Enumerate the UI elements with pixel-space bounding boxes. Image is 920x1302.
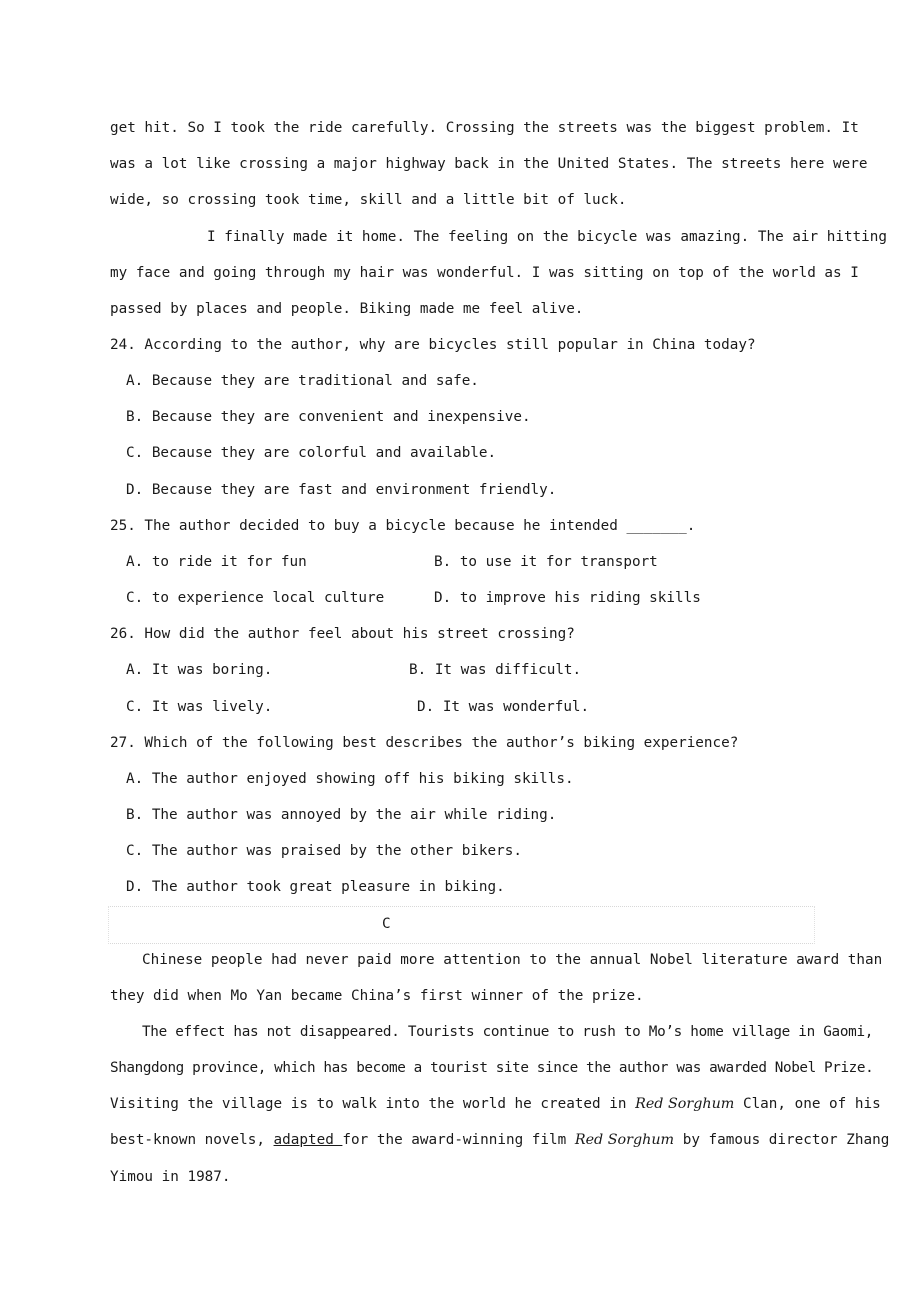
text-segment: Visiting the village is to walk into the world he created in: [110, 1096, 636, 1112]
passage-line: was a lot like crossing a major highway back in the United States. The streets here were: [110, 156, 868, 172]
question-stem-26: 26. How did the author feel about his street crossing?: [110, 626, 575, 642]
option-26-d[interactable]: D. It was wonderful.: [417, 699, 590, 715]
option-27-a[interactable]: A. The author enjoyed showing off his biking skills.: [126, 771, 574, 787]
text-segment: best-known novels,: [110, 1132, 274, 1148]
question-stem-24: 24. According to the author, why are bicycles still popular in China today?: [110, 337, 756, 353]
option-25-c[interactable]: C. to experience local culture: [126, 590, 385, 606]
question-stem-27: 27. Which of the following best describes the author’s biking experience?: [110, 735, 739, 751]
passage-line: passed by places and people. Biking made me feel alive.: [110, 301, 584, 317]
option-25-d[interactable]: D. to improve his riding skills: [434, 590, 701, 606]
passage-line: they did when Mo Yan became China’s first winner of the prize.: [110, 988, 644, 1004]
passage-line: Chinese people had never paid more attention to the annual Nobel literature award than: [142, 952, 883, 968]
passage-line: [110, 1130, 890, 1150]
option-26-a[interactable]: A. It was boring.: [126, 662, 273, 678]
passage-line: Shangdong province, which has become a tourist site since the author was awarded Nobel Prize.: [110, 1060, 874, 1076]
section-heading-frame: [108, 906, 815, 944]
text-segment: Clan, one of his: [734, 1096, 881, 1112]
option-24-d[interactable]: D. Because they are fast and environment friendly.: [126, 482, 557, 498]
film-title: Red Sorghum: [635, 1096, 735, 1112]
option-27-d[interactable]: D. The author took great pleasure in biking.: [126, 879, 505, 895]
question-stem-25: 25. The author decided to buy a bicycle because he intended _______.: [110, 518, 696, 534]
section-heading: C: [382, 916, 391, 932]
underlined-word: adapted: [273, 1132, 343, 1148]
passage-line: The effect has not disappeared. Tourists continue to rush to Mo’s home village in Gaomi,: [142, 1024, 874, 1040]
option-27-b[interactable]: B. The author was annoyed by the air while riding.: [126, 807, 557, 823]
passage-line: Yimou in 1987.: [110, 1169, 231, 1185]
passage-line: get hit. So I took the ride carefully. Crossing the streets was the biggest problem. It: [110, 120, 859, 136]
option-26-b[interactable]: B. It was difficult.: [409, 662, 582, 678]
option-25-a[interactable]: A. to ride it for fun: [126, 554, 307, 570]
text-segment: by famous director Zhang: [674, 1132, 890, 1148]
passage-line: wide, so crossing took time, skill and a little bit of luck.: [110, 192, 627, 208]
option-26-c[interactable]: C. It was lively.: [126, 699, 273, 715]
option-24-b[interactable]: B. Because they are convenient and inexpensive.: [126, 409, 531, 425]
option-27-c[interactable]: C. The author was praised by the other bikers.: [126, 843, 522, 859]
film-title: Red Sorghum: [574, 1132, 675, 1148]
text-segment: for the award-winning film: [342, 1132, 575, 1148]
option-25-b[interactable]: B. to use it for transport: [434, 554, 658, 570]
passage-line: I finally made it home. The feeling on the bicycle was amazing. The air hitting: [207, 229, 887, 245]
passage-line: [110, 1094, 881, 1114]
passage-line: my face and going through my hair was wonderful. I was sitting on top of the world as I: [110, 265, 859, 281]
option-24-c[interactable]: C. Because they are colorful and available.: [126, 445, 497, 461]
option-24-a[interactable]: A. Because they are traditional and safe.: [126, 373, 479, 389]
